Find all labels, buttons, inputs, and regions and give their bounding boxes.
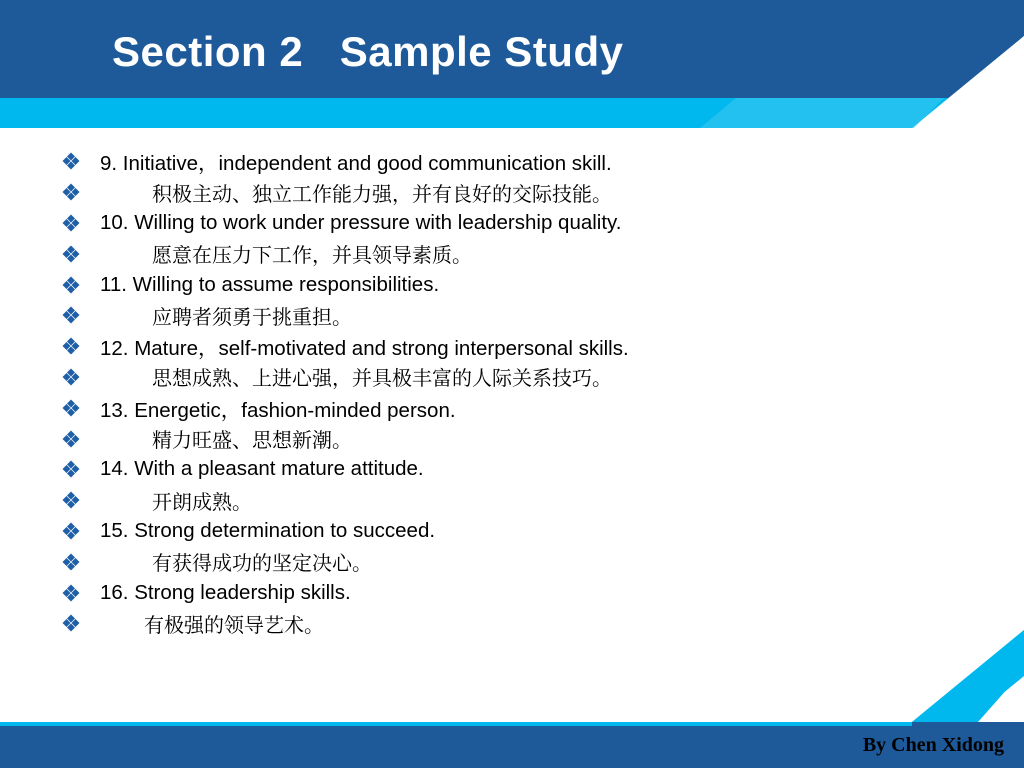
bullet-item [62,546,962,577]
bullet-text-chinese: 精力旺盛、思想新潮。 [152,428,352,453]
bullet-item [62,392,962,423]
bullet-item [62,516,962,547]
bullet-text-english: 12. Mature，self-motivated and strong interpersonal skills. [100,337,629,361]
diamond-bullet-icon [62,300,88,330]
bullet-text-chinese: 应聘者须勇于挑重担。 [152,304,352,329]
bullet-text-english: 10. Willing to work under pressure with leadership quality. [100,210,622,234]
bullet-item [62,269,962,300]
diamond-bullet-icon [62,485,88,515]
diamond-bullet-icon [62,393,88,423]
footer-light-wedge [912,630,1024,722]
bullet-text-english: 14. With a pleasant mature attitude. [100,457,424,481]
bullet-list [62,146,962,639]
bullet-item [62,300,962,331]
bullet-text-english: 16. Strong leadership skills. [100,580,351,604]
slide-title: Section 2 Sample Study [112,28,624,75]
diamond-bullet-icon [62,362,88,392]
bullet-item [62,577,962,608]
bullet-text-chinese: 思想成熟、上进心强，并具极丰富的人际关系技巧。 [152,366,612,391]
diamond-bullet-icon [62,208,88,238]
bullet-text-chinese: 愿意在压力下工作，并具领导素质。 [152,243,472,268]
bullet-item [62,423,962,454]
footer-light-stripe [0,722,912,726]
bullet-text-chinese: 有获得成功的坚定决心。 [152,551,372,576]
bullet-text-english: 9. Initiative，independent and good communication skill. [100,152,612,176]
bullet-text-english: 15. Strong determination to succeed. [100,518,436,542]
bullet-item [62,362,962,393]
diamond-bullet-icon [62,177,88,207]
bullet-item [62,238,962,269]
diamond-bullet-icon [62,547,88,577]
diamond-bullet-icon [62,454,88,484]
bullet-text-chinese: 开朗成熟。 [152,489,252,514]
bullet-item [62,177,962,208]
bullet-item [62,208,962,239]
bullet-text-english: 13. Energetic，fashion-minded person. [100,398,456,422]
header-light-wedge [700,98,944,128]
bullet-item [62,146,962,177]
bullet-item [62,454,962,485]
bullet-text-chinese: 有极强的领导艺术。 [144,612,324,637]
bullet-item [62,485,962,516]
diamond-bullet-icon [62,578,88,608]
diamond-bullet-icon [62,270,88,300]
footer-light-band [0,630,1024,722]
bullet-item [62,331,962,362]
diamond-bullet-icon [62,331,88,361]
diamond-bullet-icon [62,516,88,546]
diamond-bullet-icon [62,239,88,269]
footer-credit: By Chen Xidong [862,734,1004,756]
bullet-text-chinese: 积极主动、独立工作能力强，并有良好的交际技能。 [152,181,612,206]
diamond-bullet-icon [62,424,88,454]
diamond-bullet-icon [62,146,88,176]
bullet-text-english: 11. Willing to assume responsibilities. [100,272,440,296]
